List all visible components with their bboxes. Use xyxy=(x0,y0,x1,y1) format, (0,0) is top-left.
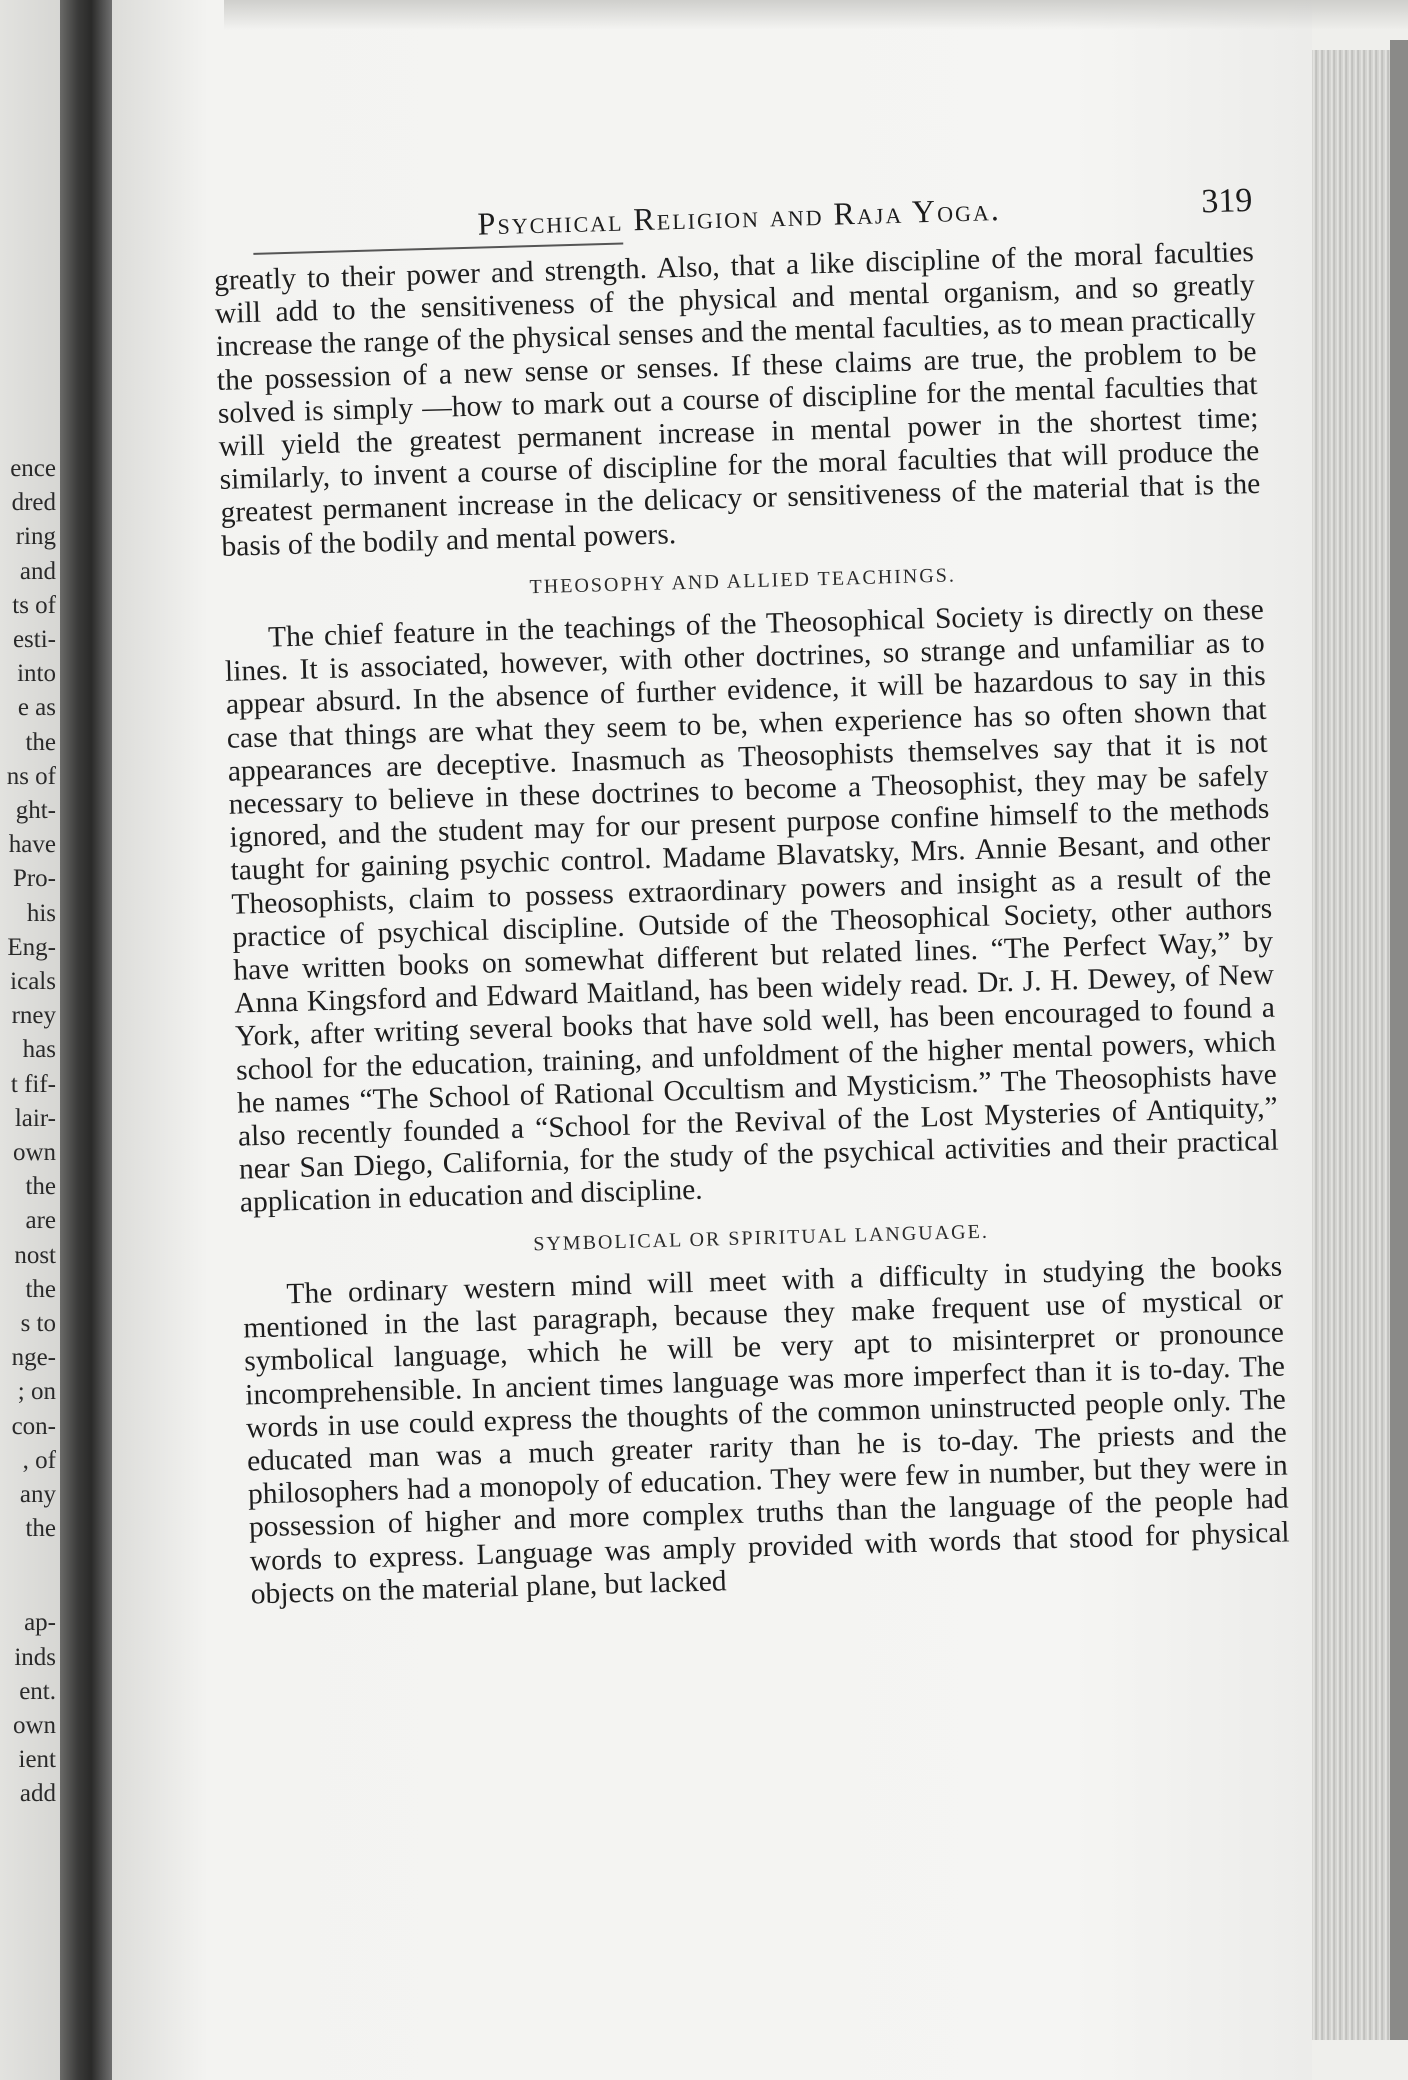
left-page-fragment: ns of xyxy=(6,762,56,790)
left-page-fragment: , of xyxy=(22,1446,56,1474)
running-title xyxy=(477,191,1001,243)
left-page-fragment: con- xyxy=(11,1412,56,1440)
left-page-fragment: esti- xyxy=(12,626,56,653)
left-page-fragment: have xyxy=(8,831,56,859)
left-page-fragment: Pro- xyxy=(12,865,56,893)
left-page-fragment: own xyxy=(12,1712,56,1739)
left-page-fragment: nge- xyxy=(11,1344,56,1372)
paragraph-continued: greatly to their power and strength. Also, that a like discipline of the moral faculties will add to the sensitiveness of the physical and mental organism, and so greatly increase the range of the physical senses and the mental faculties, as to mean practically the possession of a new sense or senses. If these claims are true, the problem to be solved is simply —how to mark out a course of discipline for the mental faculties that will yield the greatest permanent increase in mental power in the shortest time; similarly, to invent a course of discipline for the moral faculties that will produce the greatest permanent increase in the delicacy or sensitiveness of the material that is the basis of the bodily and mental powers. xyxy=(213,235,1261,563)
left-page-fragment: the xyxy=(25,1275,56,1303)
left-page-fragment: Eng- xyxy=(7,933,56,961)
left-page-fragment: ient xyxy=(18,1746,56,1774)
left-page-fragment: ap- xyxy=(24,1609,56,1637)
left-page-fragment: are xyxy=(25,1207,56,1235)
paragraph-symbolical-language: The ordinary western mind will meet with a difficulty in studying the books mentioned in the last paragraph, because they make frequent use of mystical or symbolical language, which he will be very apt to misinterpret or pronounce incomprehensible. In ancient times language was more imperfect than it is to-day. The words in use could express the thoughts of the common uninstructed people only. The educated man was a much greater rarity than he is to-day. The priests and the philosophers had a monopoly of education. They were few in number, but they were in possession of higher and more complex truths than the language of the people had words to express. Language was amply provided with words that stood for physical objects on the material plane, but lacked xyxy=(242,1250,1290,1611)
left-page-fragment: s to xyxy=(20,1310,56,1337)
left-facing-page xyxy=(0,0,62,2080)
page-top-shadow xyxy=(224,0,1408,30)
header-rule xyxy=(253,243,623,255)
left-page-fragment: t fif- xyxy=(10,1070,56,1098)
left-page-fragment: the xyxy=(25,1515,56,1543)
left-page-fragment: e as xyxy=(17,694,56,722)
left-page-fragment: the xyxy=(25,1173,56,1201)
section-heading-theosophy: THEOSOPHY AND ALLIED TEACHINGS. xyxy=(529,564,957,599)
left-page-fragment: and xyxy=(19,557,56,585)
page-edges-shadow xyxy=(1390,40,1408,2040)
left-page-fragment: lair- xyxy=(14,1104,56,1132)
paragraph-theosophy: The chief feature in the teachings of the Theosophical Society is directly on these lines. It is associated, however, with other doctrines, so strange and unfamiliar as to appear absurd. In the absence of further evidence, it will be hazardous to say in this case that things are what they seem to be, when experience has so often shown that appearances are deceptive. Inasmuch as Theosophists themselves say that it is not necessary to believe in these doctrines to become a Theosophist, they may be safely ignored, and the student may for our present purpose confine himself to the methods taught for gaining psychic control. Madame Blavatsky, Mrs. Annie Besant, and other Theosophists, claim to possess extraordinary powers and insight as a result of the practice of psychical discipline. Outside of the Theosophical Society, other authors have written books on somewhat different but related lines. “The Perfect Way,” by Anna Kingsford and Edward Maitland, has been widely read. Dr. J. H. Dewey, of New York, after writing several books that have sold well, has been encouraged to found a school for the education, training, and unfoldment of the higher mental powers, which he names “The School of Rational Occultism and Mysticism.” The Theosophists have also recently founded a “School for the Revival of the Lost Mysteries of Antiquity,” near San Diego, California, for the study of the psychical activities and their practical application in education and discipline. xyxy=(224,593,1279,1220)
left-page-fragment: nost xyxy=(14,1241,56,1269)
left-page-fragment: ; on xyxy=(17,1378,56,1406)
left-page-fragment: add xyxy=(19,1780,56,1808)
left-page-fragment: any xyxy=(19,1481,56,1508)
left-page-fragment: ent. xyxy=(19,1677,56,1705)
page-content xyxy=(212,176,1291,1611)
left-page-fragment: ence xyxy=(10,455,56,482)
book-binding-gutter xyxy=(60,0,112,2080)
left-page-fragment: rney xyxy=(11,1002,56,1030)
left-page-fragment: his xyxy=(26,899,56,927)
left-page-fragment: ts of xyxy=(12,591,56,619)
left-page-fragment: into xyxy=(17,660,56,688)
left-page-fragment: own xyxy=(12,1139,56,1166)
left-page-fragment: ring xyxy=(15,523,56,551)
page-number: 319 xyxy=(1200,181,1253,221)
left-page-fragment: the xyxy=(25,728,56,756)
body-text xyxy=(214,236,1291,1611)
left-page-fragment: icals xyxy=(10,968,56,995)
book-page xyxy=(112,0,1312,2080)
left-page-fragment: has xyxy=(22,1036,56,1064)
left-page-fragment: inds xyxy=(14,1643,56,1671)
left-page-fragment: ght- xyxy=(15,797,56,824)
left-page-fragment: dred xyxy=(11,489,56,517)
running-title-text: Psychical Religion and Raja Yoga. xyxy=(477,190,1002,242)
section-heading-symbolical-language: SYMBOLICAL OR SPIRITUAL LANGUAGE. xyxy=(533,1220,990,1256)
